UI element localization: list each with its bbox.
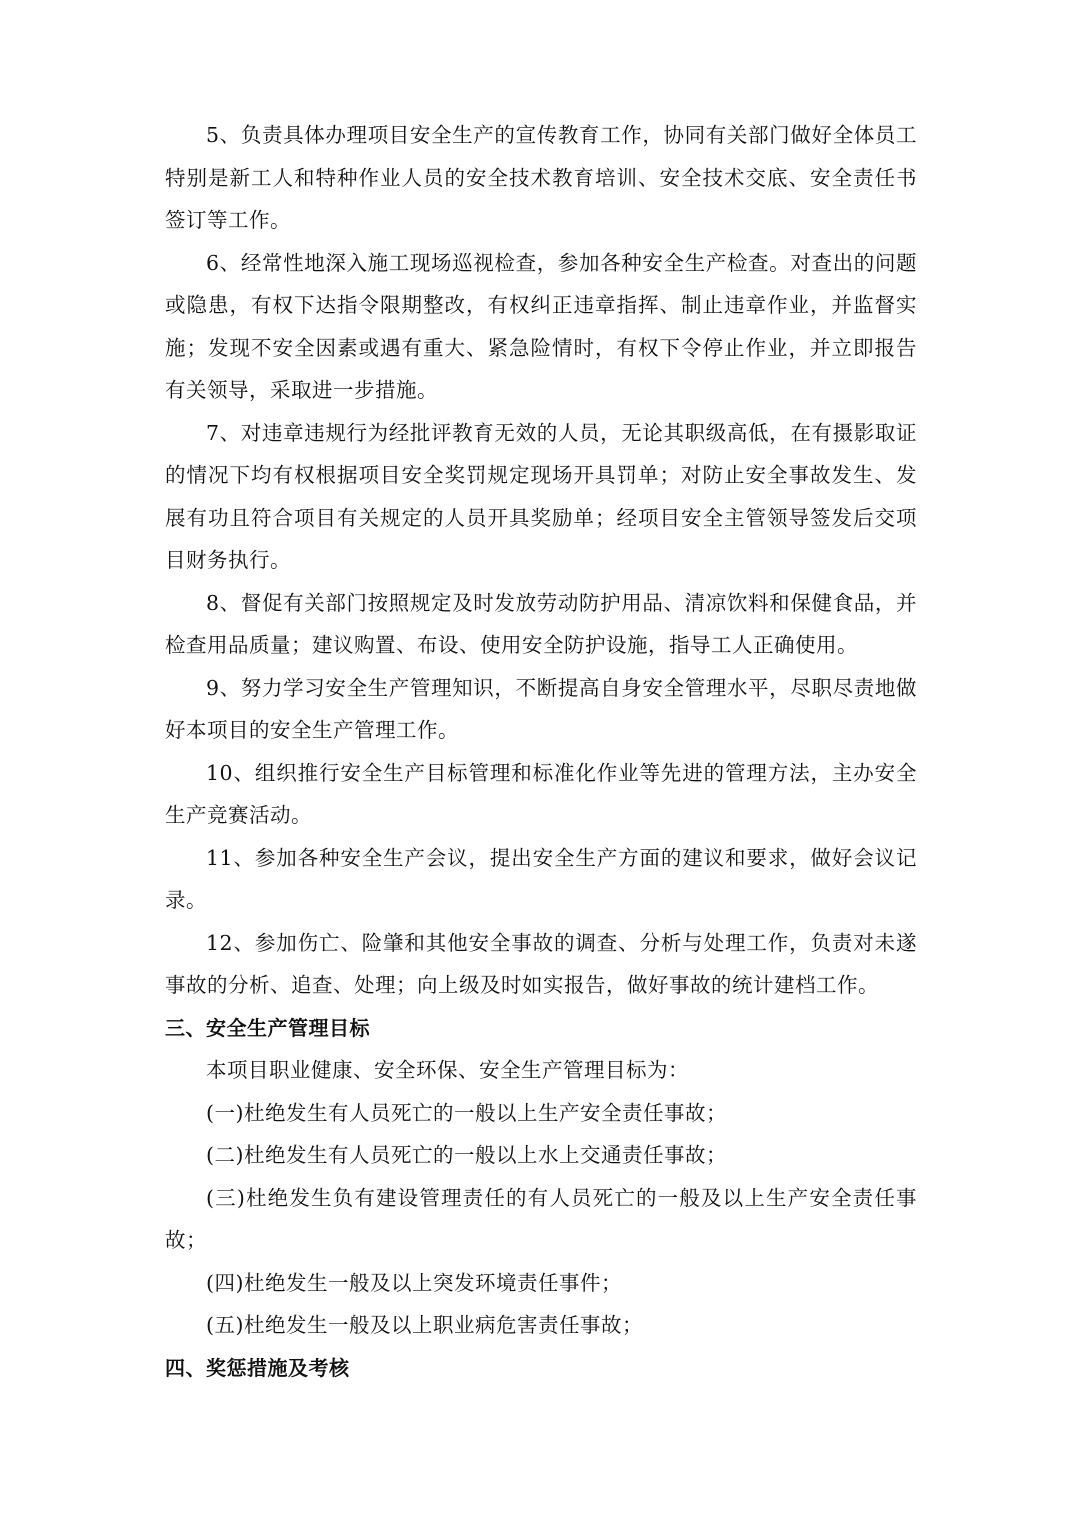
section-3-heading: 三、安全生产管理目标	[165, 1015, 370, 1040]
paragraph-item-7: 7、对违章违规行为经批评教育无效的人员，无论其职级高低，在有摄影取证的情况下均有权根据项目安全奖罚规定现场开具罚单；对防止安全事故发生、发展有功且符合项目有关规定的人员开具奖励单；经项目安全主管领导签发后交项目财务执行。	[165, 420, 917, 572]
paragraph-item-9: 9、努力学习安全生产管理知识，不断提高自身安全管理水平，尽职尽责地做好本项目的安全生产管理工作。	[165, 675, 917, 742]
document-page	[165, 114, 917, 1389]
goal-item-2: (二)杜绝发生有人员死亡的一般以上水上交通责任事故；	[206, 1143, 727, 1167]
paragraph-item-11: 11、参加各种安全生产会议，提出安全生产方面的建议和要求，做好会议记录。	[165, 845, 917, 912]
section-3-intro: 本项目职业健康、安全环保、安全生产管理目标为：	[206, 1058, 689, 1082]
goal-item-4: (四)杜绝发生一般及以上突发环境责任事件；	[206, 1270, 622, 1295]
paragraph-item-8: 8、督促有关部门按照规定及时发放劳动防护用品、清凉饮料和保健食品，并检查用品质量；建议购置、布设、使用安全防护设施，指导工人正确使用。	[165, 590, 917, 657]
goal-item-1: (一)杜绝发生有人员死亡的一般以上生产安全责任事故；	[206, 1100, 727, 1125]
goal-item-5: (五)杜绝发生一般及以上职业病危害责任事故；	[206, 1313, 643, 1337]
paragraph-item-10: 10、组织推行安全生产目标管理和标准化作业等先进的管理方法，主办安全生产竞赛活动。	[165, 760, 917, 827]
section-4-heading: 四、奖惩措施及考核	[165, 1355, 350, 1380]
goal-item-3: (三)杜绝发生负有建设管理责任的有人员死亡的一般及以上生产安全责任事故；	[165, 1185, 917, 1252]
paragraph-item-5: 5、负责具体办理项目安全生产的宣传教育工作，协同有关部门做好全体员工特别是新工人和特种作业人员的安全技术教育培训、安全技术交底、安全责任书签订等工作。	[165, 123, 917, 232]
paragraph-item-6: 6、经常性地深入施工现场巡视检查，参加各种安全生产检查。对查出的问题或隐患，有权下达指令限期整改，有权纠正违章指挥、制止违章作业，并监督实施；发现不安全因素或遇有重大、紧急险情时，有权下令停止作业，并立即报告有关领导，采取进一步措施。	[165, 250, 917, 402]
paragraph-item-12: 12、参加伤亡、险肇和其他安全事故的调查、分析与处理工作，负责对未遂事故的分析、追查、处理；向上级及时如实报告，做好事故的统计建档工作。	[165, 930, 917, 997]
